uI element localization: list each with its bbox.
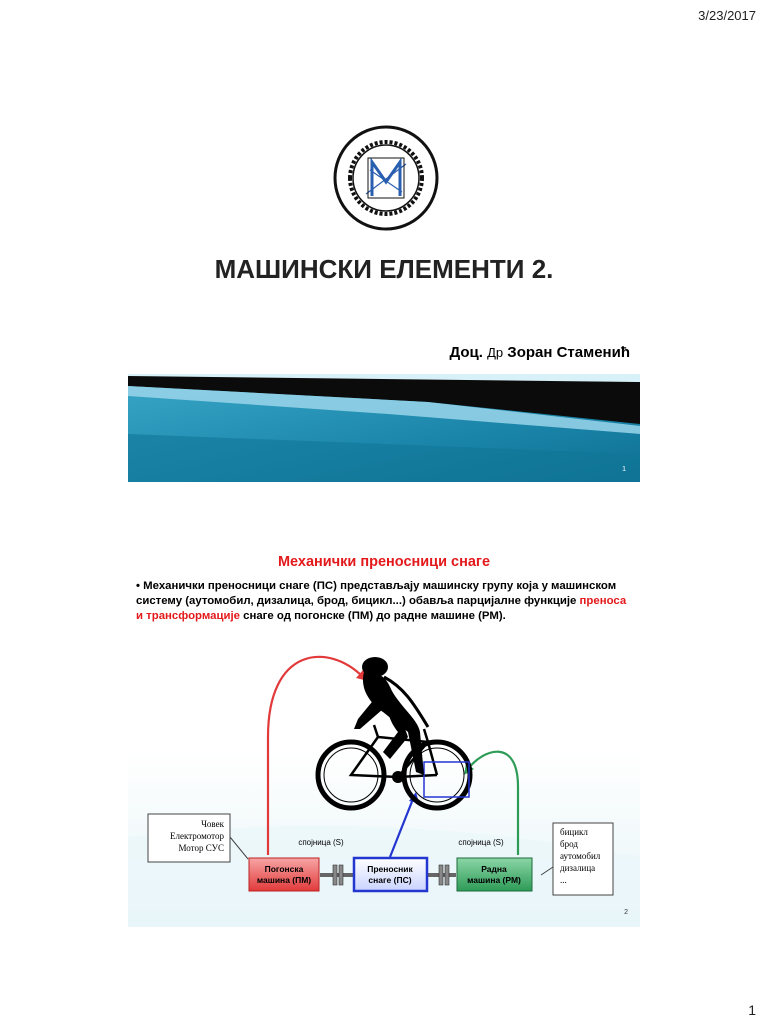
transmission-box-line1: Преносник <box>367 864 413 874</box>
power-transmission-diagram <box>128 537 640 927</box>
page-number: 1 <box>748 1002 756 1018</box>
slide-1-number: 1 <box>622 466 626 473</box>
body-text-part2: снаге од погонске (ПМ) до радне машине (РМ). <box>239 610 506 622</box>
transmission-box-line2: снаге (ПС) <box>368 875 412 885</box>
slide-2-number: 2 <box>624 909 628 916</box>
university-seal-icon <box>332 124 440 232</box>
coupling-label-right: спојница (S) <box>458 838 504 847</box>
drive-box-line1: Погонска <box>264 864 304 874</box>
page-date: 3/23/2017 <box>698 8 756 23</box>
right-note-3: аутомобил <box>560 851 601 861</box>
right-note-4: дизалица <box>560 863 596 873</box>
author <box>449 344 630 361</box>
body-text-highlight: преноса и трансформације <box>136 595 627 622</box>
author-title: Др <box>487 345 504 360</box>
decorative-band <box>128 374 640 482</box>
work-box-line2: машина (РМ) <box>467 875 521 885</box>
drive-box-line2: машина (ПМ) <box>256 875 312 885</box>
slide-2 <box>128 537 640 927</box>
right-note-1: бицикл <box>560 827 588 837</box>
body-text-part1: • Механички преносници снаге (ПС) представљају машинску групу која у машинском систему (аутомобил, дизалица, брод, бицикл...) обавља парцијалне функције <box>136 580 617 607</box>
left-note-2: Електромотор <box>170 831 224 841</box>
author-prefix: Доц. <box>449 344 483 361</box>
right-note-5: ... <box>560 875 567 885</box>
left-note-1: Човек <box>201 819 224 829</box>
slide-1-title: МАШИНСКИ ЕЛЕМЕНТИ 2. <box>214 254 554 284</box>
coupling-label-left: спојница (S) <box>298 838 344 847</box>
work-box-line1: Радна <box>481 864 507 874</box>
slide-2-title: Механички преносници снаге <box>277 554 491 570</box>
right-note-2: брод <box>560 839 578 849</box>
author-name: Зоран Стаменић <box>507 344 630 361</box>
left-note-3: Мотор СУС <box>178 843 224 853</box>
slide-1 <box>128 104 640 482</box>
